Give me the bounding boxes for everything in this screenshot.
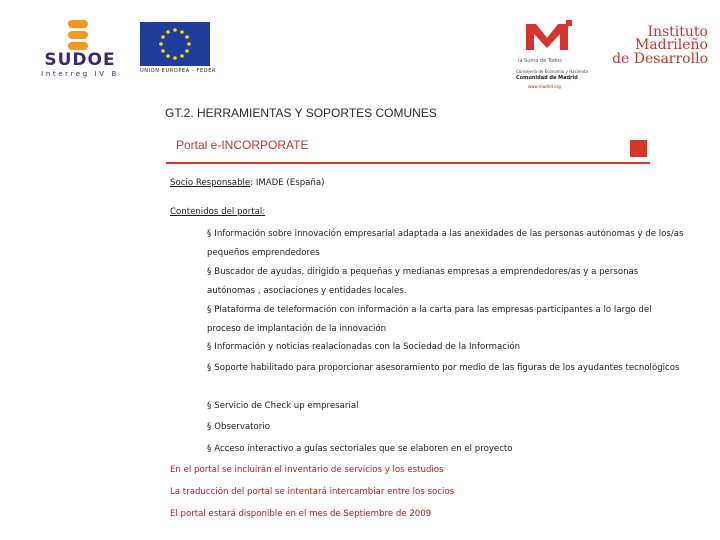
bullet-icon: § (207, 363, 212, 373)
socio-value: : IMADE (España) (250, 178, 325, 188)
list-item-text: Información sobre innovación empresarial adaptada a las anexidades de las personas autónomas y de los/as pequeños emprendedores (207, 229, 684, 258)
socio-responsable (170, 178, 324, 188)
list-item-text: Servicio de Check up empresarial (214, 401, 359, 411)
list-item (207, 397, 687, 416)
comunidad-url: www.madrid.org (528, 84, 561, 89)
sudoe-subtitle: Interreg IV B (41, 70, 119, 78)
imade-line-2: Madrileño (634, 37, 708, 53)
sudoe-s-icon (66, 20, 90, 50)
list-item (207, 440, 687, 459)
sudoe-wordmark: SUDOE (44, 50, 116, 70)
list-item (207, 359, 687, 378)
list-item (207, 338, 687, 357)
list-item-text: Información y noticias realacionadas con la Sociedad de la Información (214, 342, 521, 352)
bullet-icon: § (207, 267, 212, 277)
list-item-text: Acceso interactivo a guías sectoriales que se elaboren en el proyecto (214, 444, 513, 454)
comunidad-slogan: la Suma de Todos (518, 58, 562, 64)
bullet-icon: § (207, 444, 212, 454)
eu-caption: UNION EUROPEA - FEDER (140, 68, 217, 74)
socio-label: Socio Responsable (170, 178, 251, 188)
list-item-text: Soporte habilitado para proporcionar asesoramiento por medio de las figuras de los ayudantes tecnológicos (214, 363, 680, 373)
section-title: GT.2. HERRAMIENTAS Y SOPORTES COMUNES (165, 106, 437, 120)
note-disponibilidad: El portal estará disponible en el mes de Septiembre de 2009 (170, 509, 432, 519)
sudoe-logo (38, 20, 122, 76)
list-item-text: Buscador de ayudas, dirigido a pequeñas y medianas empresas a emprendedores/as y a personas autónomas , asociaciones y entidades locales. (207, 267, 639, 296)
comunidad-department: Consejería de Economía y Hacienda (516, 69, 588, 74)
list-item (207, 225, 687, 263)
list-item (207, 418, 687, 437)
list-item (207, 263, 687, 301)
bullet-icon: § (207, 401, 212, 411)
imade-line-3: de Desarrollo (612, 51, 708, 67)
list-item-text: Observatorio (214, 422, 270, 432)
portal-title: Portal e-INCORPORATE (176, 138, 309, 152)
comunidad-name: Comunidad de Madrid (516, 75, 578, 81)
bullet-icon: § (207, 422, 212, 432)
list-item-text: Plataforma de teleformación con información a la carta para las empresas participantes a lo largo del proceso de implantación de la innovación (207, 305, 652, 334)
note-traduccion: La traducción del portal se intentará intercambiar entre los socios (170, 487, 455, 497)
imade-line-1: Instituto (647, 24, 708, 40)
eu-logo (140, 22, 217, 76)
bullet-icon: § (207, 229, 212, 239)
red-square-marker (630, 140, 647, 157)
title-divider (166, 162, 650, 164)
bullet-icon: § (207, 342, 212, 352)
comunidad-madrid-logo (512, 18, 588, 89)
eu-flag-icon (140, 22, 210, 66)
imade-logo (600, 26, 708, 66)
contents-label: Contenidos del portal: (170, 207, 266, 217)
list-item (207, 301, 687, 339)
note-inventario: En el portal se incluirán el inventario de servicios y los estudios (170, 465, 444, 475)
comunidad-madrid-m-icon (522, 20, 572, 52)
bullet-icon: § (207, 305, 212, 315)
